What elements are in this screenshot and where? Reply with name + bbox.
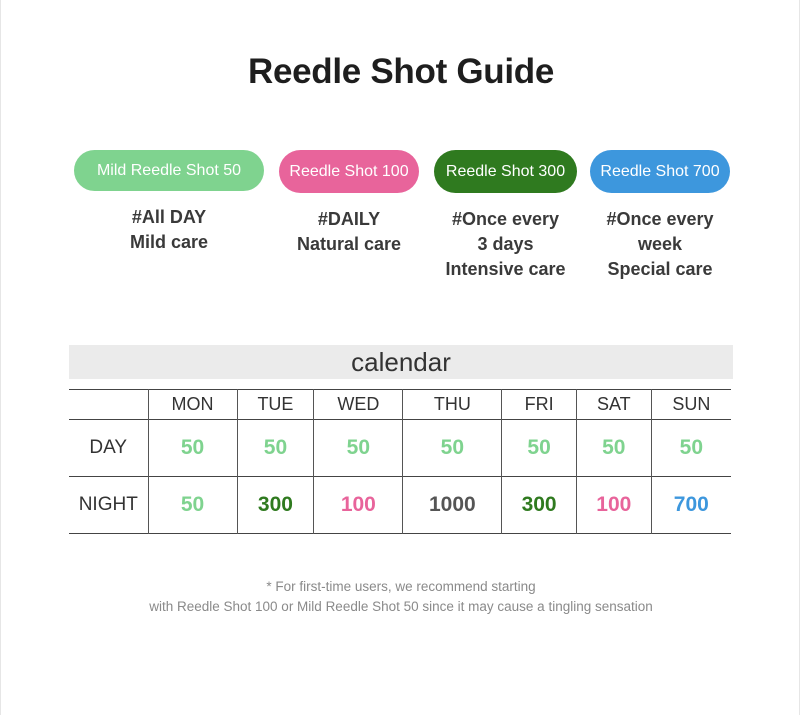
- product-description: [74, 205, 264, 255]
- dose-cell: 700: [651, 477, 731, 534]
- day-header: SAT: [576, 390, 651, 420]
- dose-cell: 50: [237, 420, 314, 477]
- day-header: TUE: [237, 390, 314, 420]
- page-title: Reedle Shot Guide: [247, 52, 555, 91]
- footnote-line: * For first-time users, we recommend starting: [266, 579, 536, 594]
- dose-cell: 50: [576, 420, 651, 477]
- corner-cell: [69, 390, 148, 420]
- dose-cell: 50: [651, 420, 731, 477]
- dose-cell: 300: [237, 477, 314, 534]
- table-row: [69, 477, 731, 534]
- day-header: MON: [148, 390, 237, 420]
- product-tag: #All DAY: [131, 207, 207, 227]
- product-care-line: week: [637, 234, 683, 254]
- dose-cell: 50: [148, 420, 237, 477]
- product-mild-50: [74, 150, 264, 255]
- product-care-line: Mild care: [129, 232, 209, 252]
- product-shot-700: [590, 150, 730, 282]
- footnote-line: with Reedle Shot 100 or Mild Reedle Shot 50 since it may cause a tingling sensation: [149, 599, 653, 614]
- row-label: NIGHT: [78, 494, 138, 515]
- day-header: WED: [314, 390, 403, 420]
- product-tag: #Once every: [451, 209, 560, 229]
- dose-cell: 100: [314, 477, 403, 534]
- day-header: SUN: [651, 390, 731, 420]
- product-description: [590, 207, 730, 282]
- product-care-line: 3 days: [477, 234, 534, 254]
- product-pill: Reedle Shot 100: [279, 150, 419, 193]
- dose-cell: 1000: [403, 477, 502, 534]
- calendar-table: [69, 389, 731, 534]
- product-pill: Mild Reedle Shot 50: [74, 150, 264, 191]
- day-header: FRI: [502, 390, 577, 420]
- row-label: DAY: [89, 437, 128, 458]
- product-care-line: Intensive care: [445, 259, 566, 279]
- table-row: [69, 420, 731, 477]
- dose-cell: 50: [502, 420, 577, 477]
- product-shot-300: [434, 150, 577, 282]
- product-shot-100: [279, 150, 419, 257]
- dose-cell: 100: [576, 477, 651, 534]
- product-pill: Reedle Shot 700: [590, 150, 730, 193]
- product-list: [1, 150, 800, 290]
- dose-cell: 50: [403, 420, 502, 477]
- calendar-day-header-row: [69, 390, 731, 420]
- dose-cell: 300: [502, 477, 577, 534]
- product-tag: #DAILY: [317, 209, 381, 229]
- day-header: THU: [403, 390, 502, 420]
- dose-cell: 50: [314, 420, 403, 477]
- product-description: [279, 207, 419, 257]
- product-pill: Reedle Shot 300: [434, 150, 577, 193]
- dose-cell: 50: [148, 477, 237, 534]
- product-care-line: Special care: [607, 259, 713, 279]
- product-care-line: Natural care: [296, 234, 402, 254]
- product-description: [434, 207, 577, 282]
- calendar-header: calendar: [69, 345, 733, 379]
- footnote: [1, 577, 800, 617]
- product-tag: #Once every: [606, 209, 714, 229]
